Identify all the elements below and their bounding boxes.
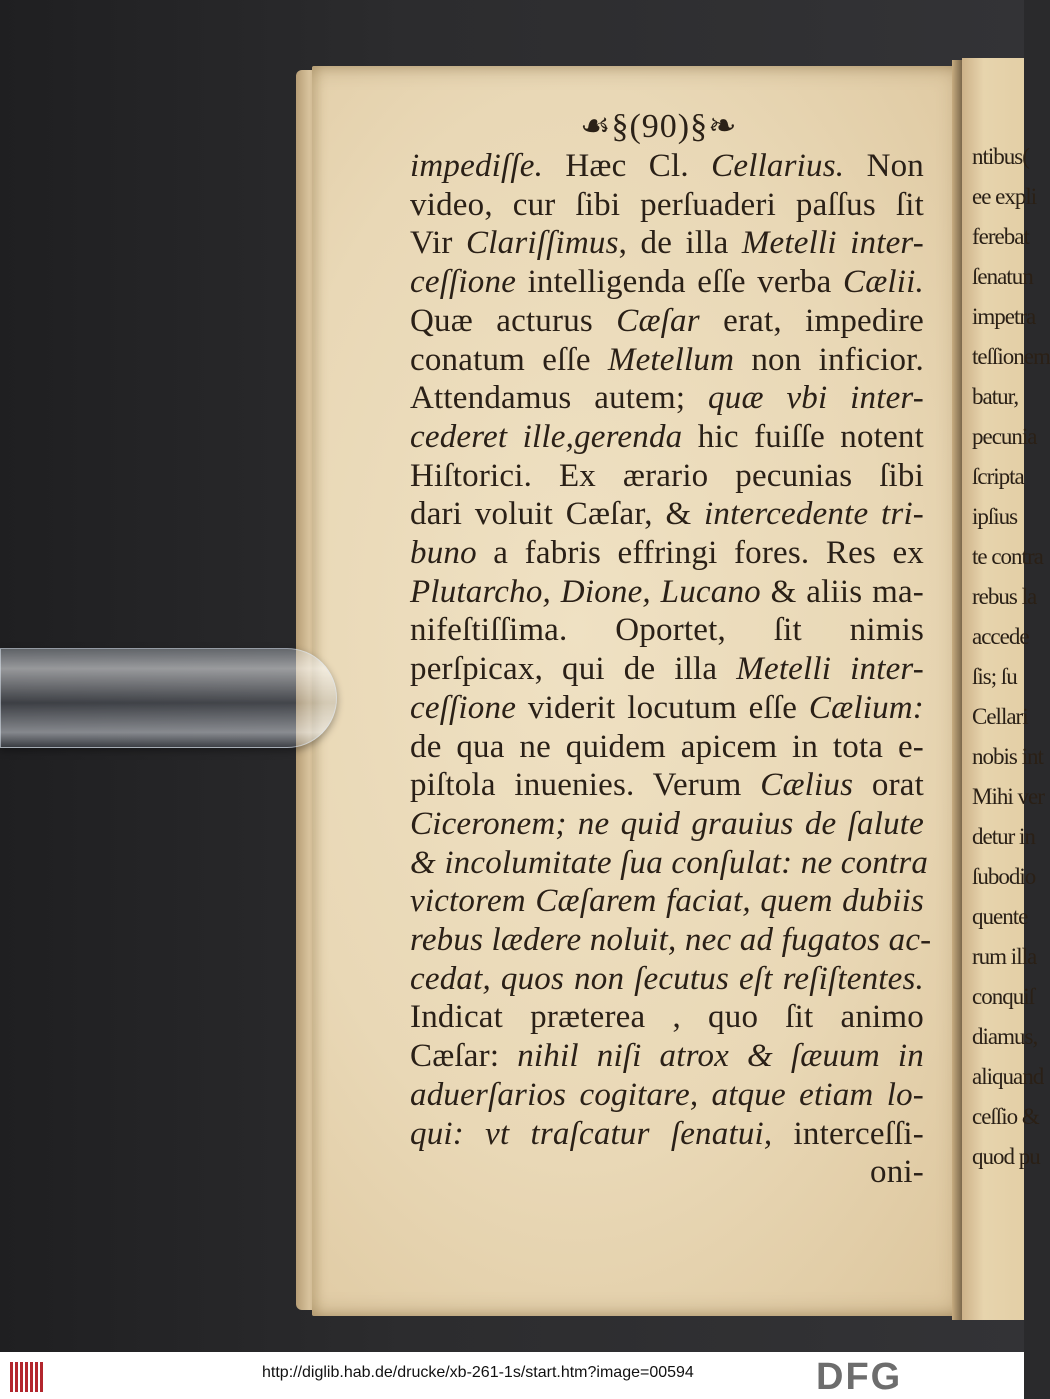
italic-text: Cellarius. <box>711 148 845 184</box>
text-line <box>410 223 924 263</box>
roman-text: Quæ acturus <box>410 302 617 339</box>
catchword: oni- <box>870 1154 924 1191</box>
roman-text: Indicat præterea , quo ſit animo <box>410 999 924 1036</box>
next-page-line: ntibus( <box>972 144 1029 169</box>
roman-text: erat, impedire <box>699 302 924 339</box>
italic-text: & incolumitate ſua conſulat: ne contra <box>410 844 929 881</box>
text-line <box>410 533 924 573</box>
next-page-line: rebus la <box>972 584 1037 609</box>
next-page-line: ſubodio <box>972 864 1036 889</box>
roman-text: interceſſi- <box>772 1115 924 1152</box>
text-line <box>410 1114 924 1154</box>
roman-text: , de illa <box>618 225 742 262</box>
roman-text: conatum eſſe <box>410 341 608 378</box>
roman-text: nifeſtiſſima. Oportet, ſit nimis <box>410 612 924 649</box>
italic-text: nihil niſi atrox & ſæuum in <box>517 1038 924 1075</box>
italic-text: impediſſe. <box>410 148 544 184</box>
roman-text: perſpicax, qui de illa <box>410 651 737 688</box>
italic-text: Cælium: <box>808 689 924 726</box>
next-page-line: quod pu <box>972 1144 1040 1169</box>
italic-text: Metelli inter- <box>736 651 924 688</box>
next-page-line: nobis int <box>972 744 1043 769</box>
roman-text: intelligenda eſſe verba <box>516 264 844 301</box>
italic-text: Cælii. <box>843 264 924 301</box>
next-page-fragment <box>962 58 1050 1320</box>
text-line <box>410 649 924 689</box>
italic-text: aduerſarios cogitare, atque etiam lo- <box>410 1076 924 1113</box>
library-logo-icon <box>10 1362 44 1392</box>
italic-text: Clariſſimus <box>466 225 619 262</box>
roman-text: Non <box>844 148 924 184</box>
source-url-link[interactable]: http://diglib.hab.de/drucke/xb-261-1s/start.htm?image=00594 <box>262 1364 694 1381</box>
text-line <box>410 804 924 844</box>
italic-text: intercedente tri- <box>704 496 924 533</box>
roman-text: viderit locutum eſſe <box>516 689 809 726</box>
italic-text: Cæſar <box>616 302 700 339</box>
next-page-line: pecunia <box>972 424 1037 449</box>
text-line <box>410 997 924 1037</box>
footer-bar <box>0 1352 1024 1399</box>
text-line <box>410 340 924 380</box>
next-page-line: ceſſio & <box>972 1104 1039 1129</box>
italic-text: Metellum <box>607 341 735 378</box>
roman-text: piſtola inuenies. Verum <box>410 767 761 804</box>
text-line <box>410 494 924 534</box>
text-line <box>410 185 924 225</box>
next-page-line: ſcripta <box>972 464 1024 489</box>
next-page-line: aliquand <box>972 1064 1044 1089</box>
next-page-line: ipſius <box>972 504 1018 529</box>
italic-text: cederet ille,gerenda <box>410 418 683 455</box>
italic-text: ceſſione <box>410 264 517 301</box>
text-line <box>410 301 924 341</box>
page-clip <box>0 648 337 748</box>
next-page-line: impetra <box>972 304 1036 329</box>
text-line <box>410 262 924 302</box>
next-page-line: batur, <box>972 384 1019 409</box>
roman-text: orat <box>853 767 924 804</box>
page-number-ornament: ☙§(90)§❧ <box>580 108 738 145</box>
text-line <box>410 417 924 457</box>
text-line <box>410 146 924 186</box>
text-line <box>410 843 929 883</box>
text-line <box>410 765 924 805</box>
roman-text: Cæſar: <box>410 1038 518 1075</box>
next-page-line: diamus, <box>972 1024 1038 1049</box>
roman-text: & aliis ma- <box>760 573 924 610</box>
italic-text: qui: vt traſcatur ſenatui, <box>410 1115 773 1152</box>
next-page-line: teſſionem <box>972 344 1050 369</box>
roman-text: Attendamus autem; <box>410 380 709 417</box>
roman-text: Vir <box>410 225 467 262</box>
next-page-line: detur in <box>972 824 1035 849</box>
text-line <box>410 378 924 418</box>
next-page-line: ferebat <box>972 224 1029 249</box>
roman-text: non inficior. <box>734 341 924 378</box>
italic-text: rebus lædere noluit, nec ad fugatos ac- <box>410 922 932 958</box>
text-line <box>410 456 924 496</box>
text-line <box>410 881 924 921</box>
next-page-line: ſenatun <box>972 264 1033 289</box>
text-line <box>410 572 924 612</box>
next-page-line: ſis; ſu <box>972 664 1017 689</box>
next-page-line: conquiſ <box>972 984 1034 1009</box>
italic-text: Ciceronem; ne quid grauius de ſalute <box>410 805 924 842</box>
italic-text: ceſſione <box>410 689 517 726</box>
text-line <box>410 1075 924 1115</box>
text-line <box>410 920 932 960</box>
next-page-line: rum illa <box>972 944 1037 969</box>
roman-text: de qua ne quidem apicem in tota e- <box>410 728 924 765</box>
italic-text: Plutarcho, Dione, Lucano <box>410 573 761 610</box>
roman-text: dari voluit Cæſar, & <box>410 496 705 533</box>
next-page-line: Mihi ver <box>972 784 1044 809</box>
dfg-logo: DFG <box>816 1356 903 1398</box>
italic-text: quæ vbi inter- <box>708 380 924 417</box>
italic-text: cedat, quos non ſecutus eſt reſiſtentes. <box>410 960 924 997</box>
italic-text: buno <box>410 535 477 571</box>
text-line <box>410 1036 924 1076</box>
roman-text: Hæc Cl. <box>543 148 712 184</box>
next-page-line: Cellari <box>972 704 1028 729</box>
roman-text: hic fuiſſe notent <box>682 418 924 455</box>
text-line <box>410 688 924 728</box>
next-page-line: ee expli <box>972 184 1037 209</box>
italic-text: Metelli inter- <box>741 225 924 262</box>
next-page-line: accede <box>972 624 1029 649</box>
italic-text: victorem Cæſarem faciat, quem dubiis <box>410 883 924 920</box>
text-line <box>410 959 924 999</box>
roman-text: Hiſtorici. Ex ærario pecunias ſibi <box>410 457 924 494</box>
next-page-line: te contra <box>972 544 1043 569</box>
next-page-line: quente <box>972 904 1028 929</box>
roman-text: a fabris effringi fores. Res ex <box>476 535 924 571</box>
roman-text: video, cur ſibi perſuaderi paſſus ſit <box>410 186 924 223</box>
text-line <box>410 727 924 767</box>
text-line <box>410 610 924 650</box>
italic-text: Cælius <box>760 767 854 804</box>
